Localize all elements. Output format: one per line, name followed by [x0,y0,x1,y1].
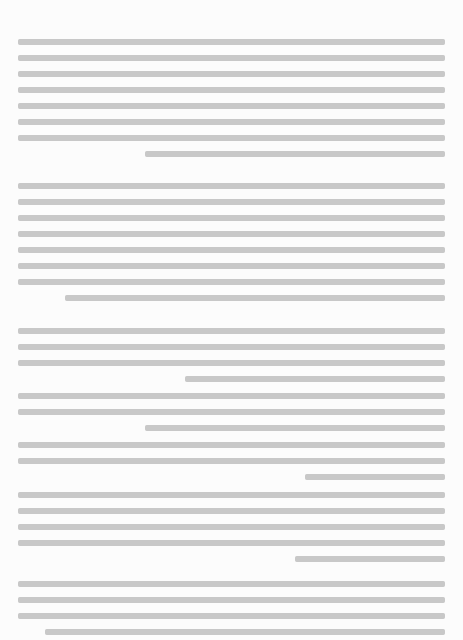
text-placeholder-bar [18,492,445,498]
text-line [18,258,445,274]
text-placeholder-bar [18,279,445,285]
paragraph [18,323,445,387]
text-line [18,355,445,371]
paragraph [18,34,445,162]
text-placeholder-bar [18,360,445,366]
text-placeholder-bar [305,474,445,480]
text-placeholder-bar [145,151,445,157]
text-line [18,98,445,114]
text-line [18,453,445,469]
text-line [18,437,445,453]
text-placeholder-bar [18,581,445,587]
text-line [18,576,445,592]
text-placeholder-bar [18,597,445,603]
paragraph [18,487,445,567]
text-line [18,146,445,162]
text-placeholder-bar [18,231,445,237]
paragraph [18,576,445,640]
text-placeholder-bar [45,629,445,635]
text-line [18,551,445,567]
text-placeholder-bar [295,556,445,562]
text-placeholder-bar [18,55,445,61]
text-line [18,535,445,551]
text-placeholder-bar [145,425,445,431]
text-placeholder-bar [18,344,445,350]
text-line [18,624,445,640]
text-line [18,290,445,306]
text-line [18,50,445,66]
paragraph [18,388,445,436]
text-line [18,194,445,210]
text-line [18,404,445,420]
text-line [18,34,445,50]
text-line [18,82,445,98]
text-placeholder-bar [18,135,445,141]
text-placeholder-bar [18,328,445,334]
text-placeholder-bar [18,87,445,93]
text-line [18,487,445,503]
text-placeholder-bar [18,613,445,619]
text-line [18,66,445,82]
text-placeholder-bar [18,103,445,109]
text-line [18,519,445,535]
text-line [18,274,445,290]
text-placeholder-bar [18,508,445,514]
text-placeholder-bar [18,199,445,205]
text-placeholder-bar [18,393,445,399]
text-line [18,226,445,242]
text-placeholder-bar [18,524,445,530]
text-placeholder-bar [185,376,445,382]
text-line [18,469,445,485]
text-line [18,242,445,258]
text-placeholder-bar [18,39,445,45]
text-line [18,503,445,519]
text-placeholder-bar [18,409,445,415]
paragraph [18,178,445,306]
text-line [18,210,445,226]
text-placeholder-bar [65,295,445,301]
text-line [18,388,445,404]
text-line [18,130,445,146]
text-line [18,608,445,624]
text-placeholder-bar [18,458,445,464]
text-line [18,114,445,130]
text-placeholder-bar [18,71,445,77]
text-placeholder-bar [18,247,445,253]
text-line [18,178,445,194]
text-placeholder-bar [18,540,445,546]
text-placeholder-bar [18,119,445,125]
text-line [18,339,445,355]
text-line [18,371,445,387]
text-line [18,420,445,436]
text-placeholder-bar [18,215,445,221]
text-placeholder-bar [18,183,445,189]
paragraph [18,437,445,485]
text-line [18,323,445,339]
text-line [18,592,445,608]
text-placeholder-bar [18,263,445,269]
text-placeholder-bar [18,442,445,448]
